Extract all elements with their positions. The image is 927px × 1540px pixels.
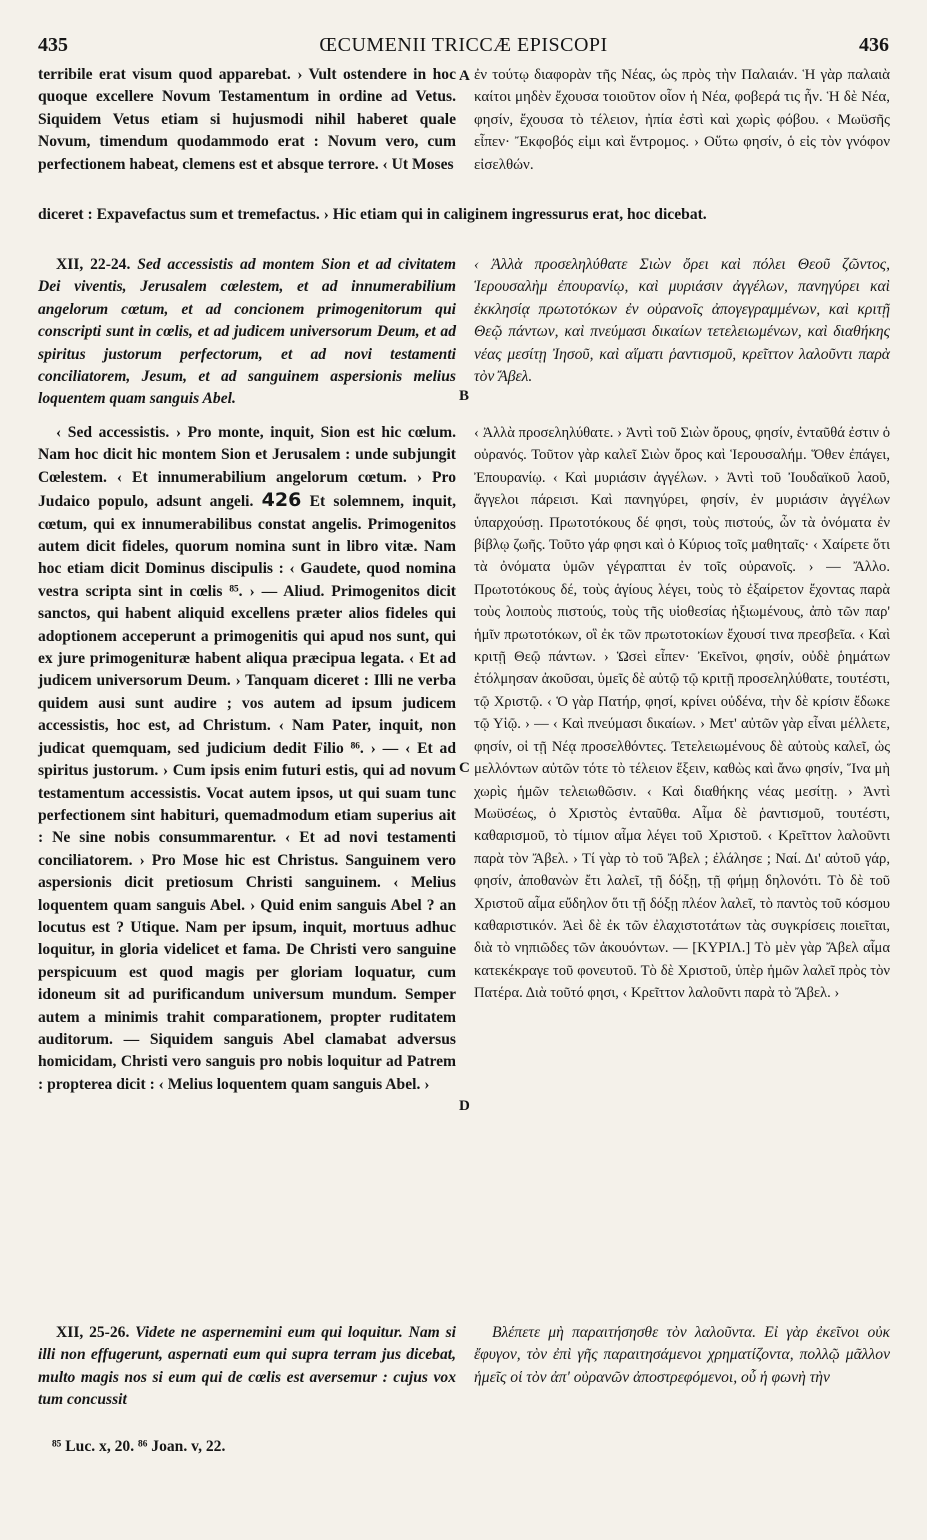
latin-verse-2: [38, 1322, 456, 1412]
verse-reference-2: XII, 25-26.: [56, 1324, 130, 1341]
latin-verse-text: Sed accessistis ad montem Sion et ad civitatem Dei viventis, Jerusalem cœlestem, et ad innumerabilium angelorum cœtum, et ad concionem primogenitorum qui conscripti sunt in cœlis, et ad judicem universorum Deum, et ad spiritus justorum perfectorum, et ad novi testamenti conciliatorem, Jesum, et ad sanguinem aspersionis melius loquentem quam sanguis Abel.: [38, 256, 456, 408]
margin-letter-a: A: [459, 68, 470, 84]
greek-commentary: ‹ Ἀλλὰ προσεληλύθατε. › Ἀντὶ τοῦ Σιὼν ὄρους, φησίν, ἐνταῦθά ἐστιν ὁ οὐρανός. Τοῦτον γὰρ καλεῖ Σιὼν ὄρος καὶ Ἱερουσαλήμ. Ὅθεν ἐπάγει, Ἐπουρανίῳ. ‹ Καὶ μυριάσιν ἀγγέλων. › Ἀντὶ τοῦ Ἰουδαϊκοῦ λαοῦ, ἄγγελοι πάρεισι. Καὶ πανηγύρει, φησίν, ἐν μυριάσιν ἀγγέλων ὑπαρχούσῃ. Πρωτοτόκους δέ φησι, τοὺς πιστούς, ὧν τὰ ὀνόματα ἐν βίβλῳ ζωῆς. Τοῦτο γάρ φησι καὶ ὁ Κύριος τοῖς μαθηταῖς· ‹ Χαίρετε ὅτι τὰ ὀνόματα ὑμῶν γέγραπται ἐν τοῖς οὐρανοῖς. › — Ἄλλο. Πρωτοτόκους δέ, τοὺς ἁγίους λέγει, τοὺς τὸ ἐξαίρετον ἔχοντας παρὰ τοὺς λοιποὺς πιστούς, τοὺς τῆς υἱοθεσίας ἠξιωμένους, ἀπὸ τῶν παρ' ἡμῖν πρωτοτόκων, οἳ ἐκ τῶν πρωτοτοκίων ἔχουσί τινα πρεσβεῖα. ‹ Καὶ κριτῇ Θεῷ πάντων. › Ὡσεὶ εἶπεν· Ἐκεῖνοι, φησίν, οὐδὲ ῥημάτων ἐτόλμησαν ἀκοῦσαι, ὑμεῖς δὲ αὐτῷ τῷ κριτῇ προσεληλύθατε, τουτέστι, τῷ Χριστῷ. ‹ Ὁ γὰρ Πατήρ, φησί, κρίνει οὐδένα, τὴν δὲ κρίσιν ἔδωκε τῷ Υἱῷ. › — ‹ Καὶ πνεύμασι δικαίων. › Μετ' αὐτῶν γὰρ εἶναι μέλλετε, φησίν, οἱ τῇ Νέᾳ προσελθόντες. Τετελειωμένους δὲ αὐτοὺς καλεῖ, ὡς μελλόντων αὐτῶν τότε τὸ τέλειον ἕξειν, καθὼς καὶ ἄνω φησίν, Ἵνα μὴ χωρὶς ἡμῶν τελειωθῶσιν. ‹ Καὶ διαθήκης νέας μεσίτῃ. › Ἀντὶ Μωϋσέως, ὁ Χριστὸς ἐνταῦθα. Αἷμα δὲ ῥαντισμοῦ, τουτέστι, καθαρισμοῦ, τὸ τίμιον αἷμα λέγει τοῦ Χριστοῦ. ‹ Κρεῖττον λαλοῦντι παρὰ τὸν Ἄβελ. › Τί γὰρ τὸ τοῦ Ἄβελ ; ἐλάλησε ; Ναί. Δι' αὐτοῦ γάρ, φησίν, ἀποθανὼν ἔτι λαλεῖ, τῇ δόξῃ, τῇ φήμῃ δηλονότι. Τὸ δὲ τοῦ Χριστοῦ αἷμα εὔδηλον ὅτι τῇ δόξῃ πλέον λαλεῖ, τὸ παντὸς τοῦ κόσμου καθαριστικόν. Ἀεὶ δὲ ἐκ τῶν ἐλαχιστοτάτων τὰς συγκρίσεις ποιεῖται, διὰ τὸ νηπιῶδες τῶν ἀκουόντων. — [ΚΥΡΙΛ.] Τὸ μὲν γὰρ Ἄβελ αἷμα κατεκέκραγε τοῦ φονευτοῦ. Τὸ δὲ Χριστοῦ, ὑπὲρ ἡμῶν λαλεῖ πρὸς τὸν Πατέρα. Διὰ τοῦτό φησι, ‹ Κρεῖττον λαλοῦντι παρὰ τὸ Ἄβελ. ›: [474, 425, 890, 1002]
column-number: 426: [261, 489, 302, 512]
verse-reference: XII, 22-24.: [56, 256, 131, 273]
margin-letter-b: B: [459, 388, 470, 404]
latin-commentary: ‹ Sed accessistis. › Pro monte, inquit, Sion est hic cœlum. Nam hoc dicit hic montem Sion et Jerusalem : unde subjungit Cœlestem. ‹ Et innumerabilium angelorum cœtum. › Pro Judaico populo, adsunt angeli. 426 Et solemnem, inquit, cœtum, qui ex innumerabilibus constat angelis. Primogenitos autem dicit fideles, quorum nomina sunt in libro vitæ. Nam hoc etiam dicit Dominus discipulis : ‹ Gaudete, quod nomina vestra scripta sint in cœlis ⁸⁵. › — Aliud. Primogenitos dicit sanctos, qui habent aliquid excellens præter alios fideles qui adoptionem acceperunt a primogenitis qui apud nos sunt, qui ex jure primogenituræ habent aliqua præcipua legata. ‹ Et ad judicem universorum Deum. › Tanquam diceret : Illi ne verba quidem ausi sunt audire ; vos autem ad ipsum judicem accessistis, hoc est, ad Christum. ‹ Nam Pater, inquit, non judicat quemquam, sed judicium dedit Filio ⁸⁶. › — ‹ Et ad spiritus justorum. › Cum ipsis enim futuri estis, qui ad novum testamentum accessistis. Vocat autem ipsos, ut qui suam tunc perfectionem sint habituri, quemadmodum etiam superius ait : Ne sine nobis consummarentur. ‹ Et ad novi testamenti conciliatorem. › Pro Mose hic est Christus. Sanguinem vero aspersionis dicit pretiosum Christi sanguinem. ‹ Melius loquentem quam sanguis Abel. › Quid enim sanguis Abel ? an locutus est ? Utique. Nam per ipsum, inquit, mortuus adhuc loquitur, in gloria videlicet et fama. De Christi vero sanguine perspicuum est quod magis per gloriam loquatur, cum idoneum sit ad purificandum universum mundum. Semper autem a minimis trahit comparationem, propter ruditatem auditorum. — Siquidem sanguis Abel clamabat adversus homicidam, Christi vero sanguis pro nobis loquitur ad Patrem : propterea dicit : ‹ Melius loquentem quam sanguis Abel. ›: [38, 424, 457, 1093]
page-number-right: 436: [859, 34, 889, 56]
page-header: [38, 34, 889, 60]
latin-verse: [38, 254, 456, 411]
greek-verse-2: Βλέπετε μὴ παραιτήσησθε τὸν λαλοῦντα. Εἰ γὰρ ἐκεῖνοι οὐκ ἔφυγον, τὸν ἐπὶ γῆς παραιτησάμενοι χρηματίζοντα, πολλῷ μᾶλλον ἡμεῖς οἱ τὸν ἀπ' οὐρανῶν ἀποστρεφόμενοι, οὗ ἡ φωνὴ τὴν: [474, 1324, 890, 1386]
running-title: ŒCUMENII TRICCÆ EPISCOPI: [319, 34, 608, 56]
footnotes: ⁸⁵ Luc. x, 20. ⁸⁶ Joan. v, 22.: [52, 1438, 226, 1455]
greek-top-paragraph: ἐν τούτῳ διαφορὰν τῆς Νέας, ὡς πρὸς τὴν Παλαιάν. Ἡ γὰρ παλαιὰ καίτοι μηδὲν ἔχουσα τοιοῦτον οἷον ἡ Νέα, φοβερά τις ἦν. Ἡ δὲ Νέα, φησίν, ἔχουσα τὸ τέλειον, ἠπία ἐστὶ καὶ χωρὶς φόβου. ‹ Μωϋσῆς εἶπεν· Ἔκφοβός εἰμι καὶ ἔντρομος. › Οὕτω φησίν, ὁ εἰς τὸν γνόφον εἰσελθών.: [474, 67, 890, 173]
full-width-line: diceret : Expavefactus sum et tremefactus. › Hic etiam qui in caliginem ingressurus erat, hoc dicebat.: [38, 206, 707, 223]
margin-letter-d: D: [459, 1098, 470, 1114]
margin-letter-c: C: [459, 760, 470, 776]
latin-verse-2-text: Videte ne aspernemini eum qui loquitur. Nam si illi non effugerunt, aspernati eum qui supra terram jus dicebat, multo magis nos si eum qui de cœlis est aversemur : cujus vox tum concussit: [38, 1324, 456, 1409]
latin-top-paragraph: terribile erat visum quod apparebat. › Vult ostendere in hoc quoque excellere Novum Testamentum in ordine ad Vetus. Siquidem Vetus etiam si hujusmodi nihil haberet quale Novum, timendum quodammodo erat : Novum vero, cum perfectionem habeat, clemens est et absque terrore. ‹ Ut Moses: [38, 66, 456, 173]
greek-verse: ‹ Ἀλλὰ προσεληλύθατε Σιὼν ὄρει καὶ πόλει Θεοῦ ζῶντος, Ἱερουσαλὴμ ἐπουρανίῳ, καὶ μυριάσιν ἀγγέλων, πανηγύρει καὶ ἐκκλησίᾳ πρωτοτόκων ἐν οὐρανοῖς ἀπογεγραμμένων, καὶ κριτῇ Θεῷ πάντων, καὶ πνεύμασι δικαίων τετελειωμένων, καὶ διαθήκης νέας μεσίτῃ Ἰησοῦ, καὶ αἵματι ῥαντισμοῦ, κρεῖττον λαλοῦντι παρὰ τὸν Ἄβελ.: [474, 256, 890, 386]
page-number-left: 435: [38, 34, 68, 56]
